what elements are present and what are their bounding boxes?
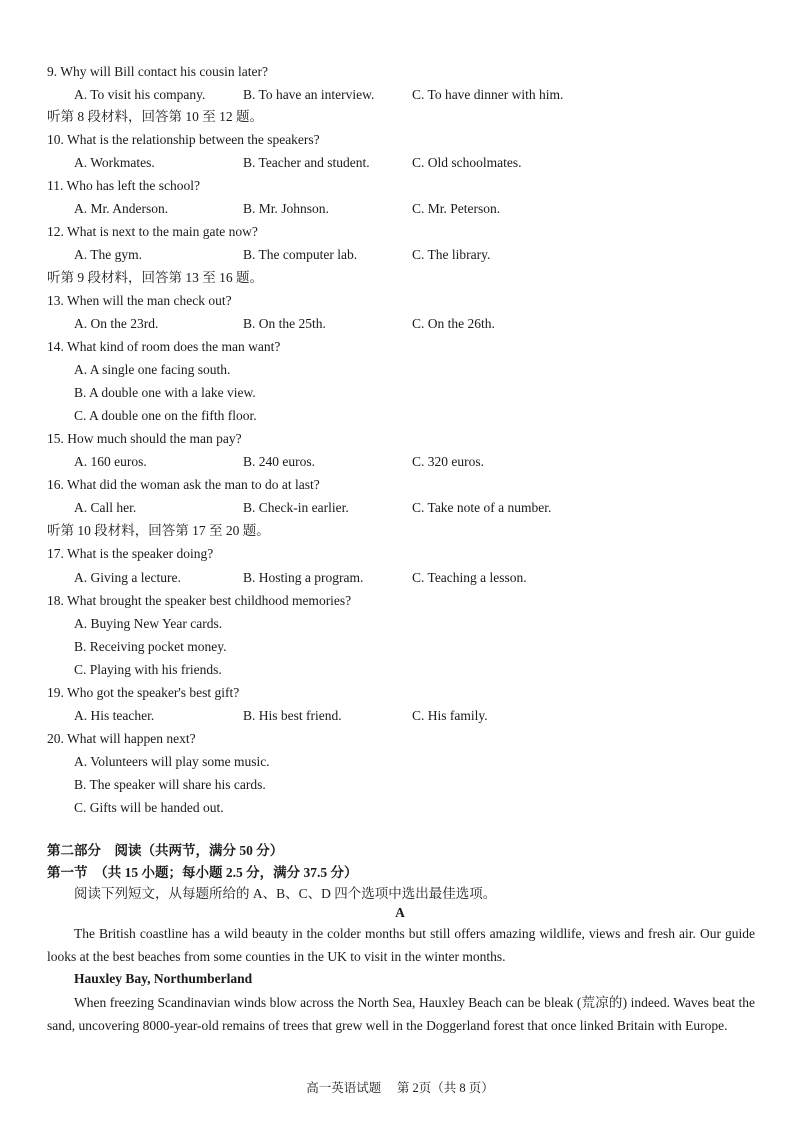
option-c: C. The library. (412, 247, 491, 262)
question-20: 20. What will happen next? (47, 731, 196, 746)
option-b: B. His best friend. (243, 708, 342, 723)
paragraph: When freezing Scandinavian winds blow across the North Sea, Hauxley Beach can be bleak (荒凉的) indeed. Waves beat the sand, uncovering 8000-year-old remains of trees that grew well in the Doggerland forest that once linked Britain with Europe. (47, 995, 755, 1033)
option-a: A. The gym. (74, 247, 142, 262)
option-c: C. Playing with his friends. (74, 662, 222, 677)
option-c: C. A double one on the fifth floor. (74, 408, 257, 423)
option-c: C. 320 euros. (412, 454, 484, 469)
listening-section-label: 听第 9 段材料，回答第 13 至 16 题。 (47, 270, 263, 285)
question-19: 19. Who got the speaker's best gift? (47, 685, 240, 700)
option-a: A. On the 23rd. (74, 316, 159, 331)
option-b: B. On the 25th. (243, 316, 326, 331)
option-b: B. 240 euros. (243, 454, 315, 469)
question-14: 14. What kind of room does the man want? (47, 339, 281, 354)
section-title: 第一节 （共 15 小题；每小题 2.5 分，满分 37.5 分） (47, 865, 358, 880)
instructions: 阅读下列短文，从每题所给的 A、B、C、D 四个选项中选出最佳选项。 (74, 886, 497, 901)
option-b: B. To have an interview. (243, 87, 375, 102)
question-10: 10. What is the relationship between the speakers? (47, 132, 320, 147)
option-a: A. Call her. (74, 500, 137, 515)
option-b: B. Receiving pocket money. (74, 639, 227, 654)
option-b: B. Hosting a program. (243, 570, 364, 585)
option-b: B. A double one with a lake view. (74, 385, 256, 400)
option-a: A. A single one facing south. (74, 362, 231, 377)
option-c: C. On the 26th. (412, 316, 495, 331)
option-b: B. The speaker will share his cards. (74, 777, 266, 792)
option-a: A. Volunteers will play some music. (74, 754, 270, 769)
option-a: A. Giving a lecture. (74, 570, 181, 585)
option-b: B. The computer lab. (243, 247, 358, 262)
option-c: C. To have dinner with him. (412, 87, 564, 102)
option-a: A. 160 euros. (74, 454, 147, 469)
passage-label: A (395, 905, 405, 920)
listening-section-label: 听第 10 段材料，回答第 17 至 20 题。 (47, 523, 270, 538)
option-b: B. Check-in earlier. (243, 500, 349, 515)
question-17: 17. What is the speaker doing? (47, 546, 214, 561)
question-11: 11. Who has left the school? (47, 178, 200, 193)
option-a: A. His teacher. (74, 708, 155, 723)
question-18: 18. What brought the speaker best childhood memories? (47, 593, 352, 608)
option-c: C. His family. (412, 708, 488, 723)
page-footer: 高一英语试题 第 2页（共 8 页） (306, 1081, 494, 1095)
option-a: A. Mr. Anderson. (74, 201, 169, 216)
listening-section-label: 听第 8 段材料，回答第 10 至 12 题。 (47, 109, 263, 124)
option-c: C. Take note of a number. (412, 500, 552, 515)
option-c: C. Mr. Peterson. (412, 201, 501, 216)
option-a: A. Workmates. (74, 155, 155, 170)
question-9: 9. Why will Bill contact his cousin later? (47, 64, 268, 79)
question-15: 15. How much should the man pay? (47, 431, 242, 446)
option-a: A. To visit his company. (74, 87, 206, 102)
option-c: C. Old schoolmates. (412, 155, 522, 170)
option-c: C. Gifts will be handed out. (74, 800, 224, 815)
option-c: C. Teaching a lesson. (412, 570, 527, 585)
part-title: 第二部分 阅读（共两节，满分 50 分） (47, 843, 284, 858)
subheading: Hauxley Bay, Northumberland (74, 971, 253, 986)
option-b: B. Mr. Johnson. (243, 201, 329, 216)
option-a: A. Buying New Year cards. (74, 616, 223, 631)
option-b: B. Teacher and student. (243, 155, 370, 170)
question-13: 13. When will the man check out? (47, 293, 232, 308)
question-16: 16. What did the woman ask the man to do at last? (47, 477, 320, 492)
question-12: 12. What is next to the main gate now? (47, 224, 258, 239)
paragraph: The British coastline has a wild beauty in the colder months but still offers amazing wildlife, views and fresh air. Our guide looks at the best beaches from some counties in the UK to visit in the winter months. (47, 926, 755, 964)
